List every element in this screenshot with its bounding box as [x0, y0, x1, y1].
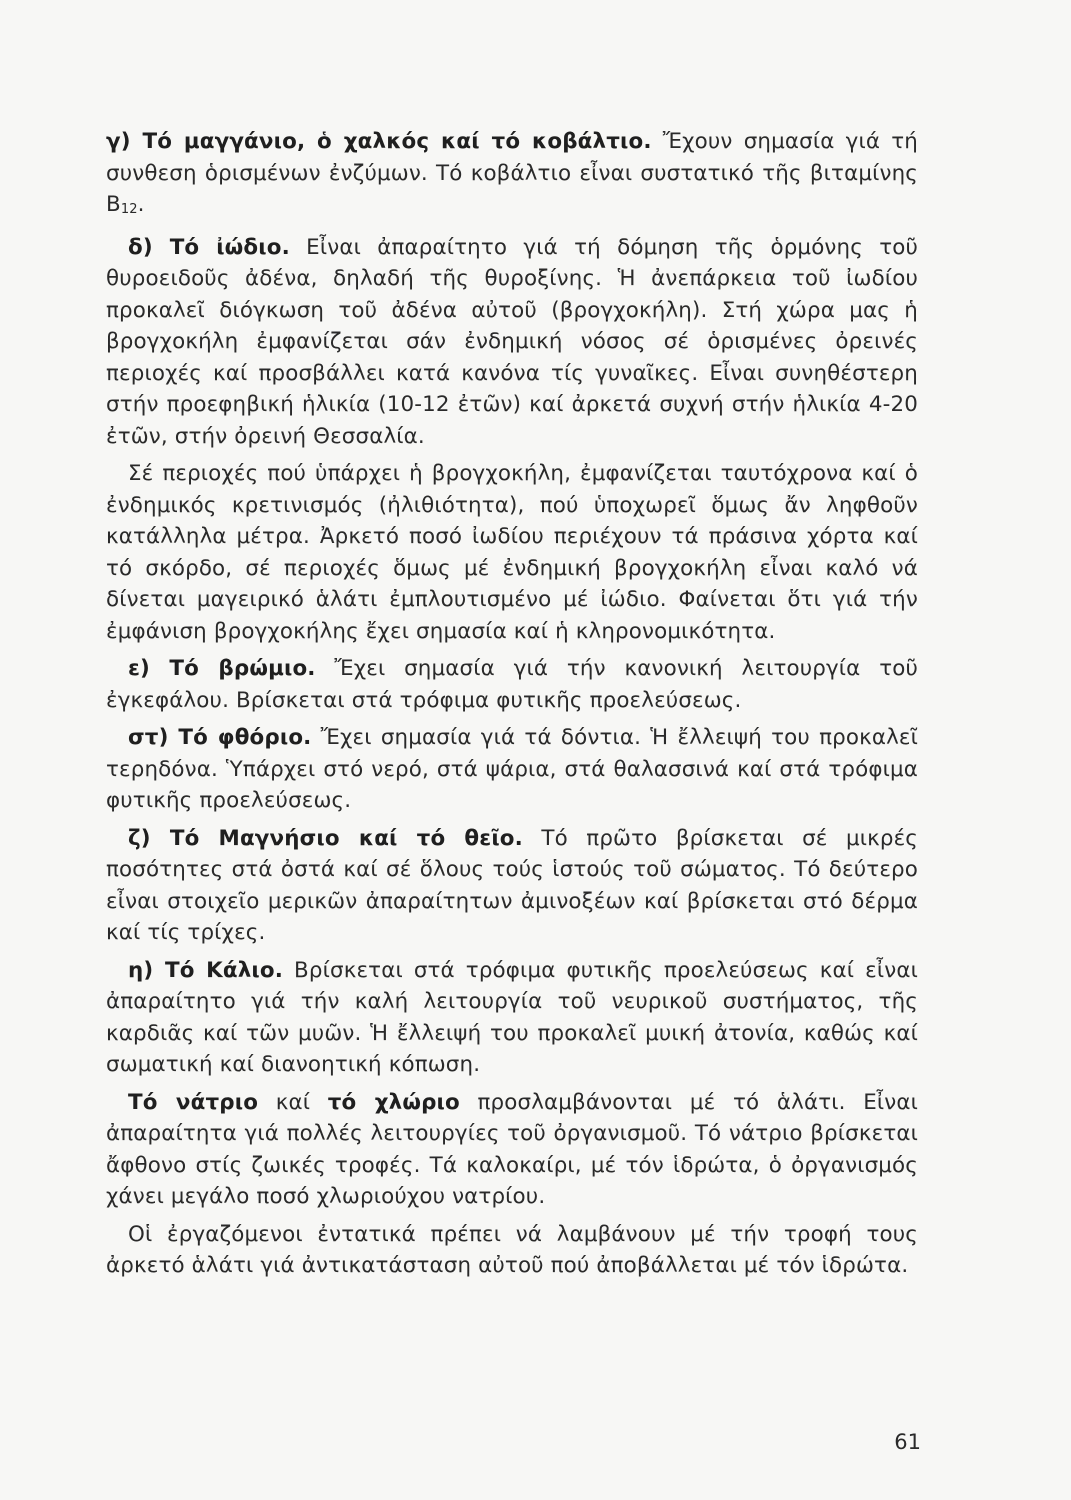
heading-chlorine: τό χλώριο — [327, 1089, 460, 1115]
paragraph-fluorine — [106, 722, 918, 817]
paragraph-workers — [106, 1219, 918, 1282]
paragraph-iodine — [106, 232, 918, 453]
text-manganese-tail: . — [137, 192, 145, 217]
text-fluorine: Ἔχει σημασία γιά τά δόντια. Ἡ ἔλλειψή του προκαλεῖ τερηδόνα. Ὑπάρχει στό νερό, στά ψάρια, στά θαλασσινά καί στά τρόφιμα φυτικῆς προελεύσεως. — [106, 725, 918, 813]
paragraph-bromine — [106, 653, 918, 716]
text-iodine: Εἶναι ἀπαραίτητο γιά τή δόμηση τῆς ὁρμόνης τοῦ θυροειδοῦς ἀδένα, δηλαδή τῆς θυροξίνης. Ἡ ἀνεπάρκεια τοῦ ἰωδίου προκαλεῖ διόγκωση τοῦ ἀδένα αὐτοῦ (βρογχοκήλη). Στή χώρα μας ἡ βρογχοκήλη ἐμφανίζεται σάν ἐνδημική νόσος σέ ὁρισμένες ὀρεινές περιοχές καί προσβάλλει κατά κανόνα τίς γυναῖκες. Εἶναι συνηθέστερη στήν προεφηβική ἡλικία (10-12 ἐτῶν) καί ἀρκετά συχνή στήν ἡλικία 4-20 ἐτῶν, στήν ὀρεινή Θεσσαλία. — [106, 234, 919, 449]
text-goiter: Σέ περιοχές πού ὑπάρχει ἡ βρογχοκήλη, ἐμφανίζεται ταυτόχρονα καί ὁ ἐνδημικός κρετινισμός (ἠλιθιότητα), πού ὑποχωρεῖ ὅμως ἄν ληφθοῦν κατάλληλα μέτρα. Ἀρκετό ποσό ἰωδίου περιέχουν τά πράσινα χόρτα καί τό σκόρδο, σέ περιοχές ὅμως μέ ἐνδημική βρογχοκήλη εἶναι καλό νά δίνεται μαγειρικό ἁλάτι ἐμπλουτισμένο μέ ἰώδιο. Φαίνεται ὅτι γιά τήν ἐμφάνιση βρογχοκήλης ἔχει σημασία καί ἡ κληρονομικότητα. — [106, 461, 918, 644]
page-body — [106, 126, 918, 1288]
text-magnesium: Τό πρῶτο βρίσκεται σέ μικρές ποσότητες στά ὀστά καί σέ ὅλους τούς ἱστούς τοῦ σώματος. Τό δεύτερο εἶναι στοιχεῖο μερικῶν ἀπαραίτητων ἀμινοξέων καί βρίσκεται στό δέρμα καί τίς τρίχες. — [106, 825, 918, 945]
heading-manganese: γ) Τό μαγγάνιο, ὁ χαλκός καί τό κοβάλτιο. — [106, 129, 652, 154]
paragraph-goiter — [106, 458, 918, 647]
paragraph-sodium — [106, 1087, 918, 1213]
heading-bromine: ε) Τό βρώμιο. — [128, 656, 316, 681]
heading-potassium: η) Τό Κάλιο. — [128, 957, 284, 983]
text-workers: Οἱ ἐργαζόμενοι ἐντατικά πρέπει νά λαμβάνουν μέ τήν τροφή τους ἀρκετό ἁλάτι γιά ἀντικατάσταση αὐτοῦ πού ἀποβάλλεται μέ τόν ἱδρώτα. — [106, 1221, 918, 1278]
paragraph-manganese — [106, 126, 918, 226]
heading-fluorine: στ) Τό φθόριο. — [128, 725, 312, 750]
text-manganese: Ἔχουν σημασία γιά τή συνθεση ὁρισμένων ἐνζύμων. Τό κοβάλτιο εἶναι συστατικό τῆς βιταμίνης B — [106, 129, 918, 217]
heading-magnesium: ζ) Τό Μαγνήσιο καί τό θεῖο. — [128, 825, 523, 851]
text-sodium-and: καί — [258, 1089, 328, 1115]
text-sodium: προσλαμβάνονται μέ τό ἁλάτι. Εἶναι ἀπαραίτητα γιά πολλές λειτουργίες τοῦ ὀργανισμοῦ. Τό νάτριο βρίσκεται ἄφθονο στίς ζωικές τροφές. Τά καλοκαίρι, μέ τόν ἱδρώτα, ὁ ὀργανισμός χάνει μεγάλο ποσό χλωριούχου νατρίου. — [106, 1089, 919, 1209]
text-bromine: Ἔχει σημασία γιά τήν κανονική λειτουργία τοῦ ἐγκεφάλου. Βρίσκεται στά τρόφιμα φυτικῆς προελεύσεως. — [106, 656, 918, 713]
paragraph-potassium — [106, 955, 918, 1081]
subscript-12: 12 — [120, 202, 138, 217]
page-number: 61 — [894, 1430, 921, 1454]
heading-sodium: Τό νάτριο — [128, 1089, 259, 1115]
text-potassium: Βρίσκεται στά τρόφιμα φυτικῆς προελεύσεως καί εἶναι ἀπαραίτητο γιά τήν καλή λειτουργία τοῦ νευρικοῦ συστήματος, τῆς καρδιᾶς καί τῶν μυῶν. Ἡ ἔλλειψή του προκαλεῖ μυική ἀτονία, καθώς καί σωματική καί διανοητική κόπωση. — [106, 957, 918, 1077]
paragraph-magnesium — [106, 823, 918, 949]
heading-iodine: δ) Τό ἰώδιο. — [128, 234, 290, 260]
